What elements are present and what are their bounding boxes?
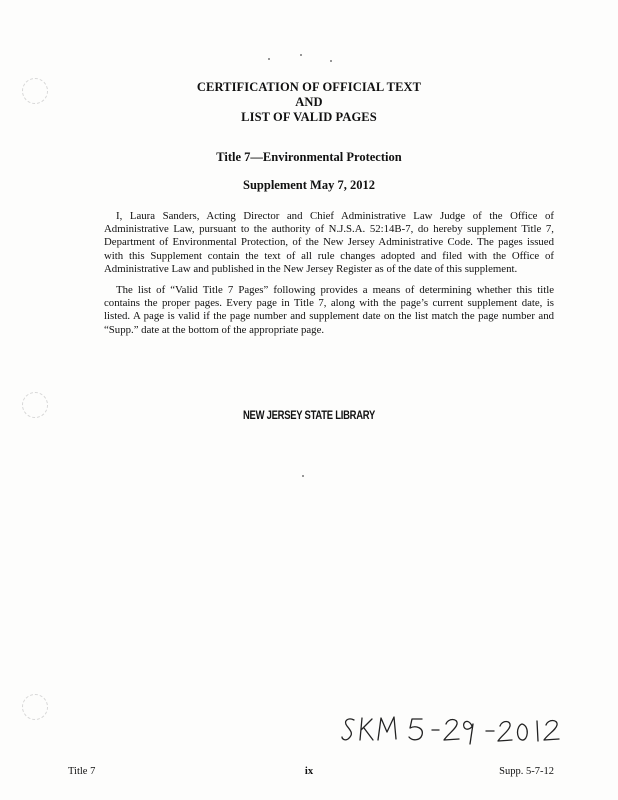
certification-paragraph: I, Laura Sanders, Acting Director and Chief Administrative Law Judge of the Office of Administrative Law, pursuant to the authority of N.J.S.A. 52:14B-7, do hereby supplement Title 7, Department of Environmental Protection, of the New Jersey Administrative Code. The pages issued with this Supplement contain the text of all rule changes adopted and filed with the Office of Administrative Law and published in the New Jersey Register as of the date of this supplement. (104, 210, 554, 275)
scan-speck (268, 58, 270, 60)
footer-title: Title 7 (68, 766, 96, 777)
punch-hole-middle (22, 392, 48, 418)
scan-speck (300, 54, 302, 56)
footer-page-number: ix (304, 766, 314, 777)
scan-speck (302, 475, 304, 477)
heading-line-2: AND (295, 95, 323, 109)
heading-line-3: LIST OF VALID PAGES (241, 110, 377, 124)
certification-heading (0, 80, 618, 125)
handwritten-signature (340, 712, 570, 748)
library-stamp: NEW JERSEY STATE LIBRARY (242, 410, 376, 422)
footer-supplement-date: Supp. 5-7-12 (499, 766, 554, 777)
title-heading: Title 7—Environmental Protection (216, 150, 402, 164)
punch-hole-bottom (22, 694, 48, 720)
supplement-heading: Supplement May 7, 2012 (243, 178, 375, 192)
heading-line-1: CERTIFICATION OF OFFICIAL TEXT (196, 80, 422, 94)
valid-pages-paragraph: The list of “Valid Title 7 Pages” following provides a means of determining whether this title contains the proper pages. Every page in Title 7, along with the page’s current supplement date, is listed. A page is valid if the page number and supplement date on the list match the page number and “Supp.” date at the bottom of the appropriate page. (104, 284, 554, 336)
scan-speck (330, 60, 332, 62)
